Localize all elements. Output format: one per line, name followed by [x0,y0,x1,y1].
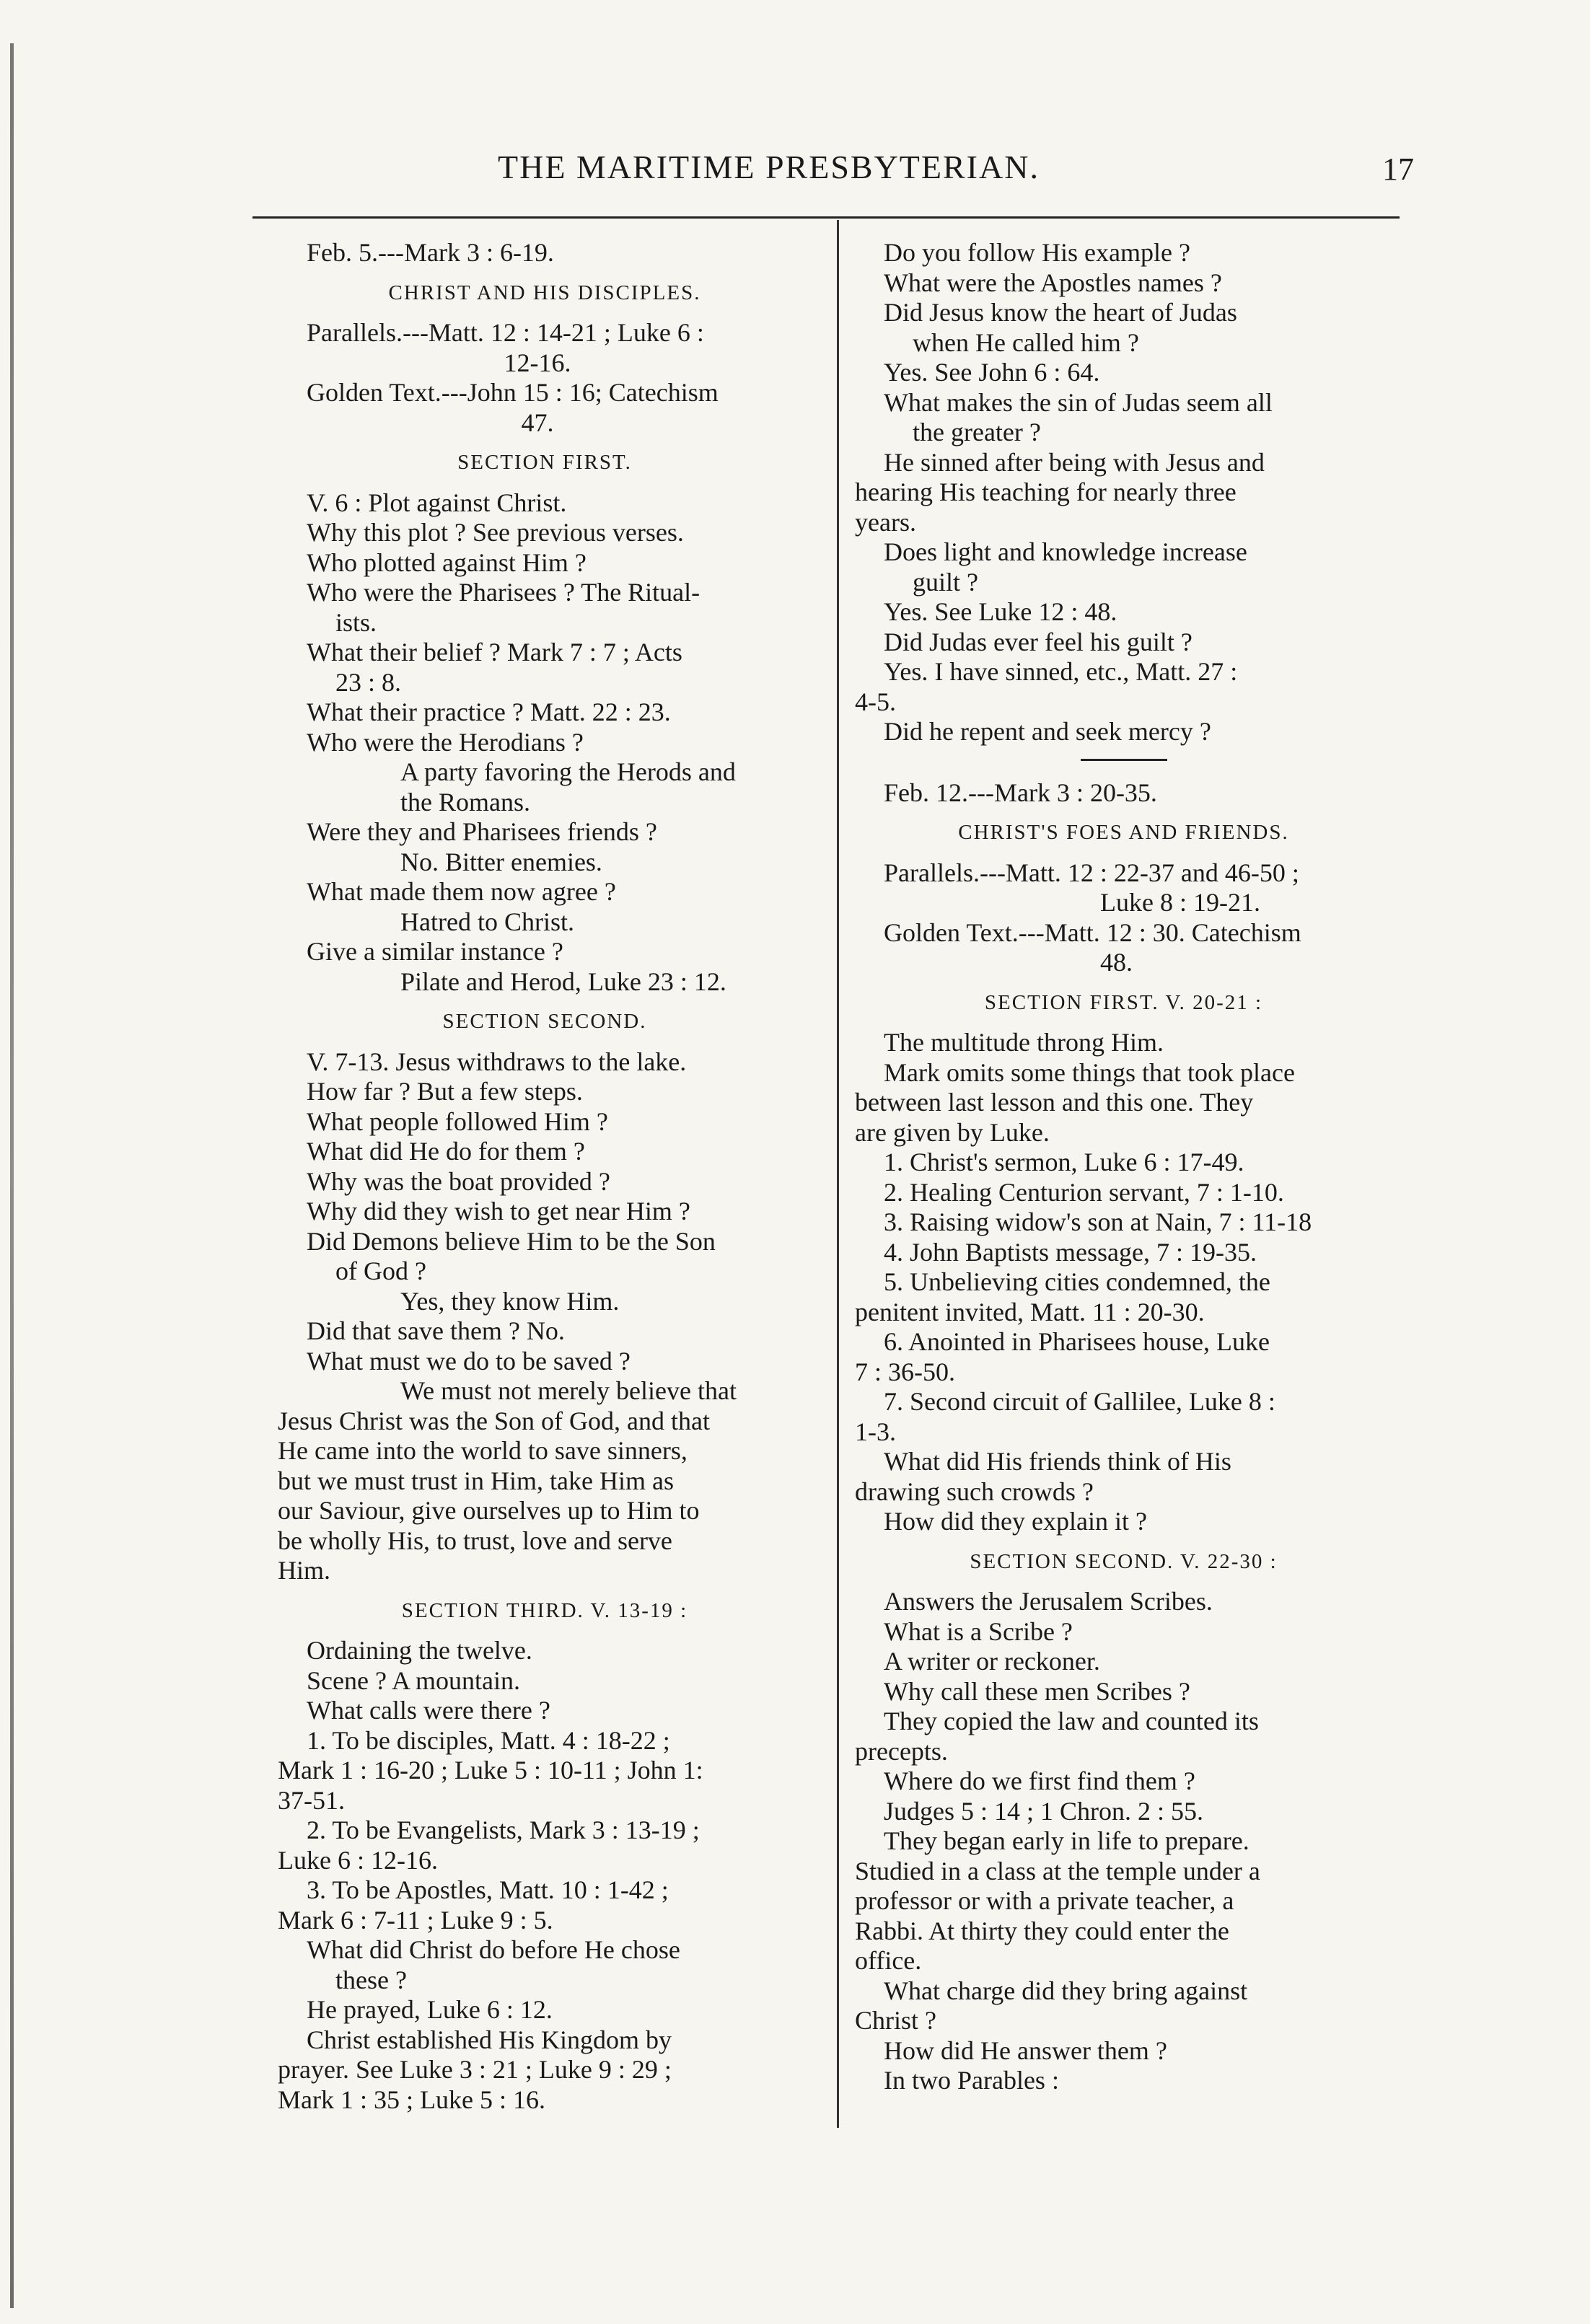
binding-edge [10,43,14,2308]
text-line: Where do we first find them ? [884,1766,1195,1795]
text-line: 12-16. [504,348,571,377]
text-line: Answers the Jerusalem Scribes. [884,1587,1213,1616]
text-line: when He called him ? [913,327,1139,357]
left-column [278,238,812,2115]
text-line: be wholly His, to trust, love and serve [278,1526,672,1555]
text-line: What calls were there ? [307,1696,550,1725]
section-heading: SECTION SECOND. [442,1010,647,1033]
text-line: 6. Anointed in Pharisees house, Luke [884,1327,1270,1356]
text-line: hearing His teaching for nearly three [855,477,1237,506]
text-line: professor or with a private teacher, a [855,1886,1234,1915]
text-line: Jesus Christ was the Son of God, and that [278,1406,710,1435]
text-line: Who were the Pharisees ? The Ritual- [307,578,700,607]
text-line: Hatred to Christ. [400,907,574,936]
text-line: Parallels.---Matt. 12 : 22-37 and 46-50 ; [884,858,1299,887]
text-line: He sinned after being with Jesus and [884,447,1265,477]
section-heading: SECTION FIRST. V. 20-21 : [984,990,1263,1014]
text-line: What did He do for them ? [307,1137,585,1166]
text-line: Luke 8 : 19-21. [1100,888,1260,917]
text-line: Give a similar instance ? [307,937,563,966]
text-line: these ? [335,1965,407,1994]
text-line: drawing such crowds ? [855,1476,1094,1506]
text-line: precepts. [855,1736,948,1766]
text-line: Golden Text.---Matt. 12 : 30. Catechism [884,917,1301,947]
text-line: of God ? [335,1256,426,1285]
text-line: prayer. See Luke 3 : 21 ; Luke 9 : 29 ; [278,2055,672,2084]
text-line: Mark 1 : 16-20 ; Luke 5 : 10-11 ; John 1: [278,1756,703,1784]
text-line: 2. To be Evangelists, Mark 3 : 13-19 ; [307,1815,700,1844]
section-heading: SECTION FIRST. [457,451,632,474]
text-line: Yes. See John 6 : 64. [884,358,1100,387]
text-line: ists. [335,607,377,637]
text-line: Luke 6 : 12-16. [278,1845,438,1875]
text-line: He prayed, Luke 6 : 12. [307,1995,553,2024]
text-line: What their practice ? Matt. 22 : 23. [307,697,671,726]
lesson-divider [1081,759,1167,761]
text-line: How far ? But a few steps. [307,1077,583,1106]
section-heading: SECTION THIRD. V. 13-19 : [401,1598,688,1622]
text-line: The multitude throng Him. [884,1028,1164,1057]
page-title: THE MARITIME PRESBYTERIAN. [498,149,1040,185]
column-separator [837,220,839,2128]
text-line: Did Jesus know the heart of Judas [884,298,1237,327]
text-line: A party favoring the Herods and [400,757,736,786]
section-heading: CHRIST AND HIS DISCIPLES. [388,281,701,304]
text-line: What did His friends think of His [884,1447,1231,1476]
text-line: Scene ? A mountain. [307,1665,520,1695]
text-line: 3. Raising widow's son at Nain, 7 : 11-18 [884,1207,1312,1236]
text-line: Christ established His Kingdom by [307,2025,672,2054]
text-line: 1-3. [855,1417,896,1446]
text-line: What were the Apostles names ? [884,268,1222,297]
text-line: 1. Christ's sermon, Luke 6 : 17-49. [884,1148,1244,1176]
text-line: years. [855,507,916,537]
text-line: 2. Healing Centurion servant, 7 : 1-10. [884,1177,1284,1207]
text-line: but we must trust in Him, take Him as [278,1466,674,1495]
text-line: Yes. I have sinned, etc., Matt. 27 : [884,657,1238,686]
text-line: Judges 5 : 14 ; 1 Chron. 2 : 55. [884,1796,1204,1826]
text-line: Why call these men Scribes ? [884,1676,1190,1706]
text-line: Feb. 5.---Mark 3 : 6-19. [307,238,554,267]
text-line: Why did they wish to get near Him ? [307,1197,690,1225]
text-line: 1. To be disciples, Matt. 4 : 18-22 ; [307,1725,670,1755]
text-line: 23 : 8. [335,667,402,697]
text-line: What must we do to be saved ? [307,1346,631,1376]
text-line: Why was the boat provided ? [307,1166,610,1196]
text-line: guilt ? [913,567,978,597]
text-line: What charge did they bring against [884,1976,1248,2005]
text-line: What did Christ do before He chose [307,1935,680,1964]
text-line: They copied the law and counted its [884,1707,1259,1735]
text-line: Parallels.---Matt. 12 : 14-21 ; Luke 6 : [307,318,704,347]
text-line: How did they explain it ? [884,1507,1147,1536]
text-line: office. [855,1946,922,1975]
text-line: He came into the world to save sinners, [278,1436,688,1465]
text-line: What makes the sin of Judas seem all [884,387,1273,417]
section-heading: CHRIST'S FOES AND FRIENDS. [958,821,1289,844]
text-line: 4. John Baptists message, 7 : 19-35. [884,1237,1257,1267]
text-line: 7. Second circuit of Gallilee, Luke 8 : [884,1387,1275,1416]
text-line: 7 : 36-50. [855,1357,955,1386]
page-number: 17 [1382,151,1414,187]
text-line: What is a Scribe ? [884,1616,1073,1646]
text-line: Pilate and Herod, Luke 23 : 12. [400,967,726,996]
text-line: Feb. 12.---Mark 3 : 20-35. [884,778,1157,807]
text-line: Mark 1 : 35 ; Luke 5 : 16. [278,2085,545,2114]
text-line: Do you follow His example ? [884,238,1190,267]
text-line: V. 7-13. Jesus withdraws to the lake. [307,1047,687,1076]
text-line: 47. [521,408,554,437]
text-line: Who plotted against Him ? [307,547,587,577]
text-line: Rabbi. At thirty they could enter the [855,1916,1229,1945]
text-line: We must not merely believe that [400,1376,737,1405]
text-line: 37-51. [278,1785,345,1815]
text-line: Mark 6 : 7-11 ; Luke 9 : 5. [278,1905,553,1935]
text-line: 4-5. [855,687,896,716]
text-line: Mark omits some things that took place [884,1057,1295,1087]
text-line: Were they and Pharisees friends ? [307,817,657,846]
text-line: our Saviour, give ourselves up to Him to [278,1496,700,1525]
text-line: Golden Text.---John 15 : 16; Catechism [307,378,719,407]
text-line: between last lesson and this one. They [855,1088,1254,1117]
text-line: What their belief ? Mark 7 : 7 ; Acts [307,638,682,666]
text-line: 48. [1100,948,1133,977]
text-line: Did Judas ever feel his guilt ? [884,627,1192,656]
right-column [855,238,1392,2096]
page-header [245,148,1414,206]
text-line: Did that save them ? No. [307,1316,565,1345]
text-line: Did he repent and seek mercy ? [884,717,1211,746]
text-line: They began early in life to prepare. [884,1826,1249,1855]
header-rule [252,216,1400,219]
text-line: What people followed Him ? [307,1106,608,1136]
text-line: Why this plot ? See previous verses. [307,518,684,547]
text-line: Ordaining the twelve. [307,1636,532,1665]
text-line: V. 6 : Plot against Christ. [307,488,567,517]
text-line: Christ ? [855,2006,936,2035]
text-line: the greater ? [913,418,1041,446]
text-line: 5. Unbelieving cities condemned, the [884,1267,1270,1296]
text-line: How did He answer them ? [884,2035,1167,2065]
text-line: Yes, they know Him. [400,1286,620,1316]
text-line: Who were the Herodians ? [307,727,584,757]
text-line: 3. To be Apostles, Matt. 10 : 1-42 ; [307,1875,669,1904]
text-line: Yes. See Luke 12 : 48. [884,597,1117,626]
text-line: In two Parables : [884,2066,1059,2095]
text-line: No. Bitter enemies. [400,847,602,876]
text-line: Him. [278,1556,331,1585]
text-line: Does light and knowledge increase [884,537,1247,566]
text-line: the Romans. [400,787,530,817]
text-line: What made them now agree ? [307,877,616,906]
text-line: A writer or reckoner. [884,1647,1100,1676]
text-line: Studied in a class at the temple under a [855,1856,1260,1885]
text-line: penitent invited, Matt. 11 : 20-30. [855,1297,1205,1326]
text-line: Did Demons believe Him to be the Son [307,1226,716,1256]
text-line: are given by Luke. [855,1117,1050,1147]
section-heading: SECTION SECOND. V. 22-30 : [970,1549,1278,1573]
